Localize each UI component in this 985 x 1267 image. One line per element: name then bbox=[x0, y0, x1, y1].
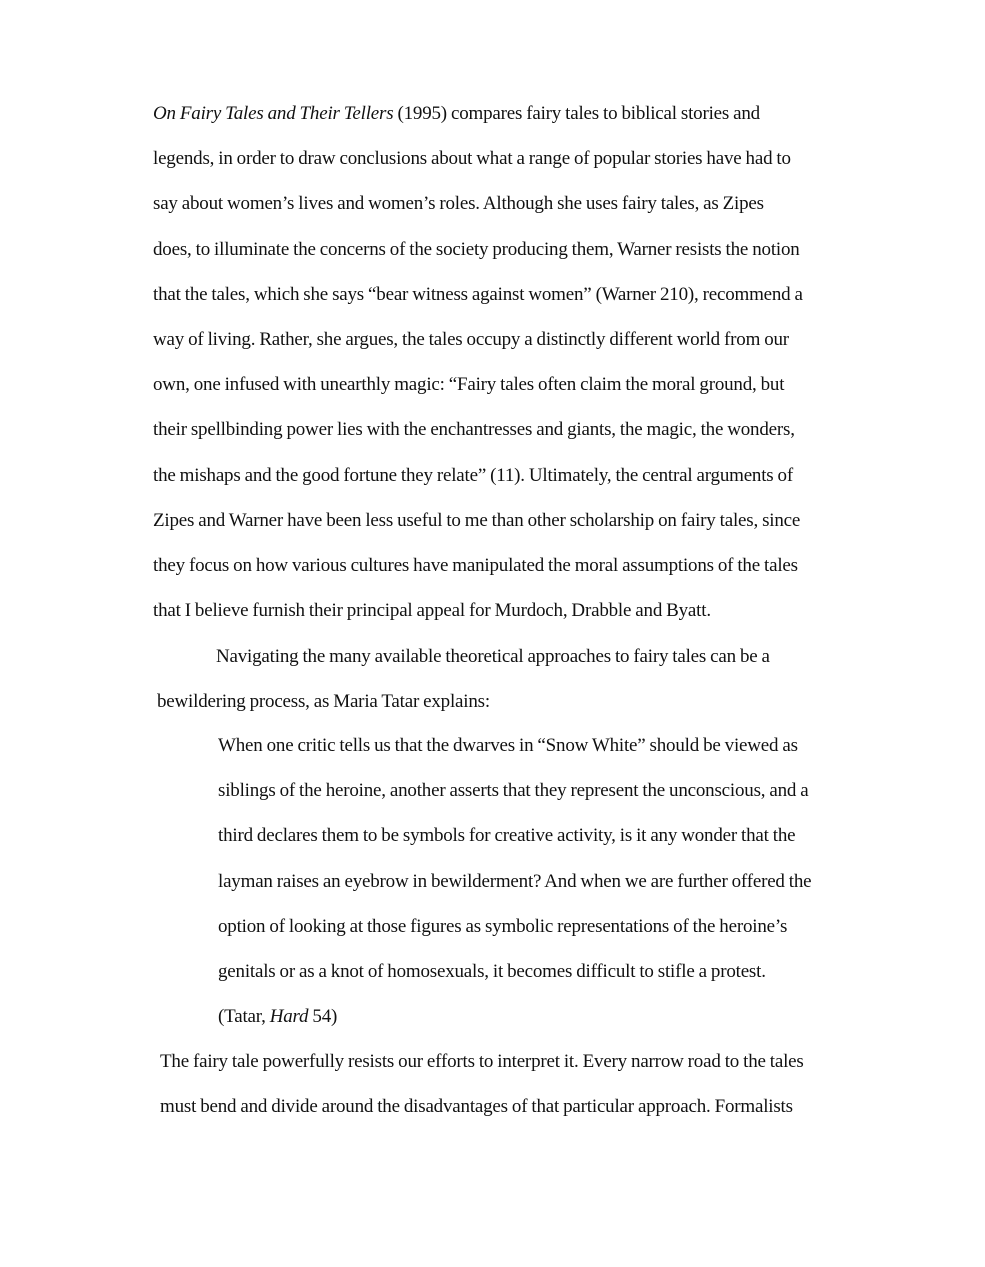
text-line: The fairy tale powerfully resists our efforts to interpret it. Every narrow road to the tales bbox=[160, 1051, 804, 1072]
text-line: bewildering process, as Maria Tatar explains: bbox=[157, 691, 490, 713]
text-line: way of living. Rather, she argues, the tales occupy a distinctly different world from our bbox=[153, 329, 789, 351]
text-line: that I believe furnish their principal appeal for Murdoch, Drabble and Byatt. bbox=[153, 600, 711, 622]
quote-line: third declares them to be symbols for creative activity, is it any wonder that the bbox=[218, 825, 796, 847]
text-line: their spellbinding power lies with the enchantresses and giants, the magic, the wonders, bbox=[153, 419, 795, 441]
body-paragraph bbox=[160, 1039, 875, 1129]
book-title: On Fairy Tales and Their Tellers bbox=[153, 103, 394, 124]
text-line: they focus on how various cultures have manipulated the moral assumptions of the tales bbox=[153, 555, 798, 577]
cited-work-title: Hard bbox=[269, 1006, 309, 1028]
quote-line: layman raises an eyebrow in bewilderment? And when we are further offered the bbox=[218, 870, 812, 892]
text-line: does, to illuminate the concerns of the society producing them, Warner resists the notion bbox=[153, 238, 800, 260]
quote-line: When one critic tells us that the dwarves in “Snow White” should be viewed as bbox=[218, 735, 798, 756]
text-line: that the tales, which she says “bear witness against women” (Warner 210), recommend a bbox=[153, 283, 803, 305]
text-line: Navigating the many available theoretical approaches to fairy tales can be a bbox=[216, 646, 770, 667]
body-paragraph bbox=[157, 634, 872, 724]
text-line: the mishaps and the good fortune they relate” (11). Ultimately, the central arguments of bbox=[153, 464, 793, 486]
text-line: say about women’s lives and women’s roles. Although she uses fairy tales, as Zipes bbox=[153, 193, 764, 215]
body-paragraph bbox=[153, 91, 878, 633]
quote-line: genitals or as a knot of homosexuals, it becomes difficult to stifle a protest. bbox=[218, 961, 766, 983]
quote-line: option of looking at those figures as symbolic representations of the heroine’s bbox=[218, 915, 788, 937]
block-quote bbox=[218, 723, 878, 1039]
text-line: own, one infused with unearthly magic: “Fairy tales often claim the moral ground, but bbox=[153, 374, 785, 396]
text-line: On Fairy Tales and Their Tellers (1995) compares fairy tales to biblical stories and bbox=[153, 103, 760, 124]
text-line: legends, in order to draw conclusions about what a range of popular stories have had to bbox=[153, 148, 791, 170]
text-line: must bend and divide around the disadvantages of that particular approach. Formalists bbox=[160, 1096, 793, 1118]
quote-line: siblings of the heroine, another asserts that they represent the unconscious, and a bbox=[218, 780, 809, 802]
text-line: Zipes and Warner have been less useful to me than other scholarship on fairy tales, since bbox=[153, 509, 801, 531]
quote-citation: (Tatar, Hard 54) bbox=[218, 1006, 338, 1028]
